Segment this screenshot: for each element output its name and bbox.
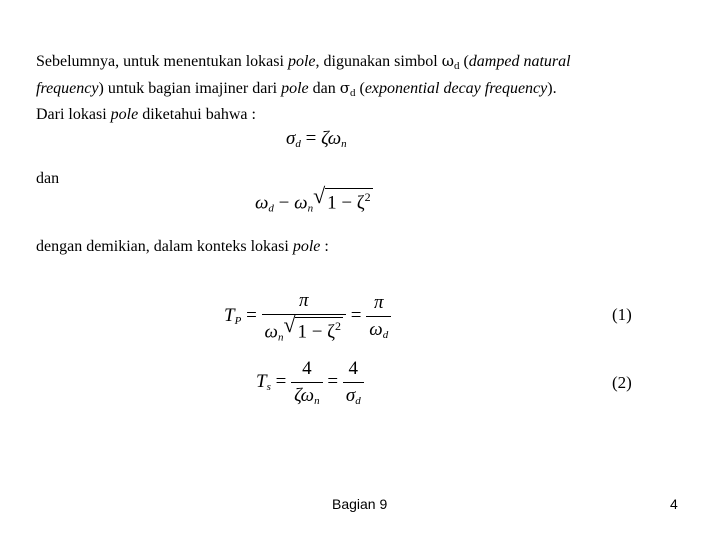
intro-paragraph [36,50,696,126]
dengan-line: dengan demikian, dalam konteks lokasi pole : [36,238,329,255]
fraction-4-over-zeta-omega-n: $\frac{4}{\zeta\omega_n}$ [291,358,323,407]
footer-title: Bagian 9 [332,496,388,512]
fraction-pi-over-omega-d: $\frac{\pi}{\omega_d}$ [366,292,391,341]
term-pole: pole [287,53,316,70]
equation-number-2: (2) [612,373,632,392]
intro-line-3: Dari lokasi pole diketahui bahwa : [36,106,256,123]
fraction-pi-over-omega-n: π $\omega_n$ √ $1 - \zeta^2$ [262,290,347,343]
fraction-4-over-sigma-d: $\frac{4}{\sigma_d}$ [343,358,364,407]
equation-sigma-d: $\sigma_d = \zeta\omega_n$ [286,128,347,150]
intro-line-2: frequency) untuk bagian imajiner dari pole dan $\sigma_d$ (exponential decay frequency). [36,79,557,99]
sqrt-symbol: √ $1 - \zeta^2$ [313,183,371,214]
intro-line-1: Sebelumnya, untuk menentukan lokasi pole, digunakan simbol $\omega_d$ (damped natural [36,52,571,72]
sigma-symbol: σ [339,79,350,97]
omega-symbol: ω [441,52,454,70]
equation-tp: $T_P$ = π $\omega_n$ √ $1 - \zeta^2$ = $\frac{\pi}{\omega_d}$ [224,290,391,343]
equation-number-1: (1) [612,305,632,324]
dan-label: dan [36,170,60,187]
equation-omega-d: $\omega_d - \omega_n$ √ $1 - \zeta^2$ [255,183,371,215]
page-number: 4 [670,496,678,512]
term-damped-natural: damped natural [468,53,571,70]
term-exponential-decay: exponential decay frequency [364,80,548,97]
equation-ts: $T_s$ = $\frac{4}{\zeta\omega_n}$ = $\frac{4}{\sigma_d}$ [256,358,364,407]
